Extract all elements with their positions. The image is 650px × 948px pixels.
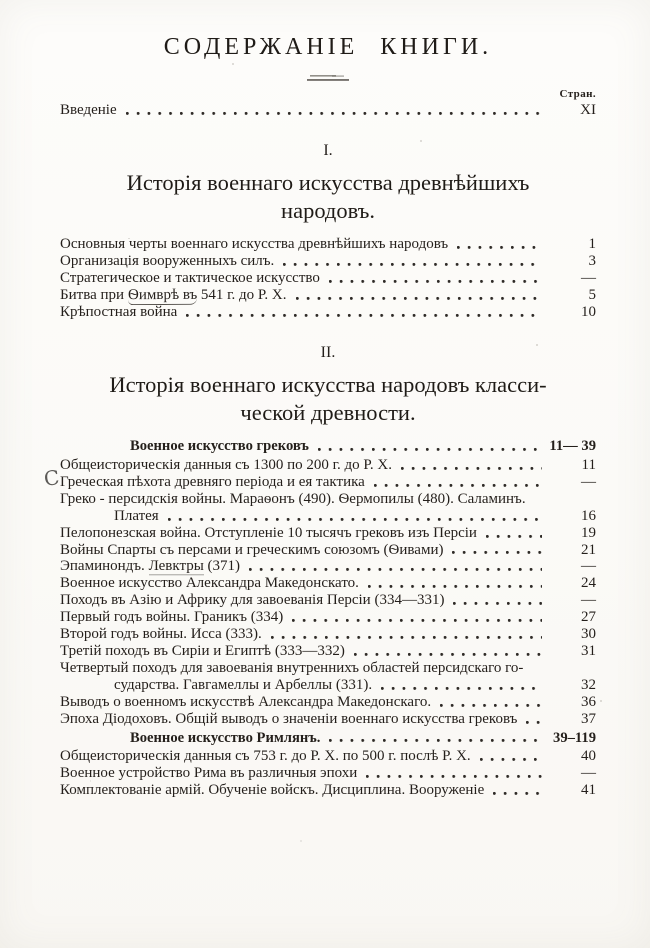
toc-entry bbox=[60, 575, 596, 592]
dot-leader bbox=[186, 312, 542, 319]
dot-leader bbox=[368, 583, 542, 590]
dot-leader bbox=[486, 533, 542, 540]
entry-page-number: 36 bbox=[581, 693, 596, 710]
toc-entry bbox=[60, 508, 596, 525]
entry-text bbox=[60, 592, 444, 609]
entry-text bbox=[60, 491, 596, 508]
entry-page-number: — bbox=[581, 765, 596, 782]
dot-leader bbox=[457, 244, 542, 251]
entry-text-part: Греко - персидскія войны. Мараѳонъ (490). Ѳермопилы (480). Саламинъ. bbox=[60, 490, 526, 507]
entry-page-number: 21 bbox=[581, 541, 596, 558]
section-heading-line: народовъ. bbox=[281, 197, 375, 223]
section-heading bbox=[60, 169, 596, 225]
intro-page-number: XI bbox=[580, 102, 596, 118]
toc-subheading bbox=[60, 438, 596, 455]
entry-text bbox=[114, 677, 372, 694]
pencil-underlined-text: Левктры bbox=[148, 558, 204, 575]
entry-text bbox=[130, 730, 320, 747]
toc-entry bbox=[60, 287, 596, 305]
entry-text bbox=[60, 525, 477, 542]
entry-page-number: 11 bbox=[581, 457, 596, 473]
entry-text bbox=[60, 287, 287, 305]
pencil-underlined-text: Ѳимврѣ въ bbox=[127, 286, 198, 303]
toc-entry bbox=[60, 660, 596, 677]
entry-text-part: Основныя черты военнаго искусства древнѣйшихъ народовъ bbox=[60, 235, 449, 252]
entry-page-number: 24 bbox=[581, 575, 596, 592]
toc-entry bbox=[60, 643, 596, 660]
entry-text-part: Четвертый походъ для завоеванія внутреннихъ областей персидскаго го- bbox=[60, 659, 524, 676]
entry-page-number: 41 bbox=[581, 782, 596, 799]
toc-entry bbox=[60, 542, 596, 559]
entry-text-part: Пелопонезская война. Отступленіе 10 тысячъ грековъ изъ Персіи bbox=[60, 524, 477, 541]
entry-text bbox=[60, 626, 262, 643]
toc-entry bbox=[60, 711, 596, 728]
toc-entry bbox=[60, 592, 596, 609]
dot-leader bbox=[249, 566, 542, 573]
entry-text bbox=[60, 765, 357, 782]
toc-subheading bbox=[60, 730, 596, 747]
scan-speck bbox=[232, 63, 234, 65]
entry-page-number: 27 bbox=[581, 609, 596, 626]
scan-speck bbox=[128, 238, 130, 239]
dot-leader bbox=[440, 702, 542, 709]
entry-text bbox=[60, 253, 274, 270]
entry-text-part: Стратегическое и тактическое искусство bbox=[60, 269, 320, 286]
entry-text-part: Третій походъ въ Сиріи и Египтѣ (333—332) bbox=[60, 642, 345, 659]
toc-entry bbox=[60, 491, 596, 508]
intro-label: Введеніе bbox=[60, 102, 117, 118]
entry-text bbox=[60, 660, 596, 677]
toc-entry bbox=[60, 748, 596, 765]
toc-entry bbox=[60, 304, 596, 321]
entry-text bbox=[60, 711, 517, 728]
dot-leader bbox=[480, 756, 542, 763]
entry-text-part: Общеисторическія данныя съ 1300 по 200 г. до Р. Х. bbox=[60, 457, 392, 473]
sections bbox=[42, 142, 596, 799]
entry-text bbox=[60, 748, 471, 765]
entry-page-number: 30 bbox=[581, 626, 596, 643]
entry-page-number: — bbox=[581, 473, 596, 490]
dot-leader bbox=[126, 110, 542, 117]
entry-text bbox=[60, 643, 345, 660]
toc-entry bbox=[60, 270, 596, 287]
entry-text-part: Первый годъ войны. Граникъ (334) bbox=[60, 609, 284, 626]
entry-page-number: 19 bbox=[581, 524, 596, 541]
toc-entry bbox=[60, 677, 596, 694]
entry-text bbox=[60, 457, 392, 474]
section-numeral: I. bbox=[323, 142, 333, 159]
scan-speck bbox=[420, 140, 422, 142]
intro-row bbox=[60, 102, 596, 119]
entry-text-part: Второй годъ войны. Исса (333). bbox=[60, 626, 262, 643]
section-heading-line: Исторія военнаго искусства народовъ класси- bbox=[109, 372, 547, 398]
entry-page-number: 40 bbox=[581, 748, 596, 765]
dot-leader bbox=[271, 634, 542, 641]
page-column-header: Стран. bbox=[559, 88, 596, 100]
toc-entry bbox=[60, 609, 596, 626]
entry-text-part: Военное искусство Римлянъ. bbox=[130, 729, 321, 746]
dot-leader bbox=[329, 737, 542, 744]
dot-leader bbox=[283, 261, 542, 268]
dot-leader bbox=[329, 278, 542, 285]
entry-text bbox=[60, 270, 320, 287]
entry-text bbox=[60, 558, 240, 575]
section-heading-line: Исторія военнаго искусства древнѣйшихъ bbox=[126, 170, 530, 195]
entry-text bbox=[60, 542, 443, 559]
dot-leader bbox=[292, 617, 542, 624]
dot-leader bbox=[354, 651, 542, 658]
dot-leader bbox=[374, 482, 542, 489]
entry-text bbox=[60, 236, 448, 253]
entry-text-part: Военное устройство Рима въ различныя эпохи bbox=[60, 765, 358, 782]
toc-section bbox=[42, 344, 596, 799]
dot-leader bbox=[453, 600, 542, 607]
entry-text bbox=[60, 694, 431, 711]
entry-page-number: 10 bbox=[581, 304, 596, 321]
dot-leader bbox=[366, 773, 542, 780]
toc-entry bbox=[60, 626, 596, 643]
entry-text-part: Военное искусство грековъ bbox=[130, 438, 309, 455]
scan-speck bbox=[90, 780, 91, 782]
toc-entry bbox=[60, 782, 596, 799]
entry-text-part: Организація вооруженныхъ силъ. bbox=[60, 252, 275, 269]
entry-text-part: Эпоха Діодоховъ. Общій выводъ о значеніи военнаго искусства грековъ bbox=[60, 710, 518, 727]
toc-entry bbox=[60, 236, 596, 253]
entry-list bbox=[42, 438, 596, 799]
toc-entry bbox=[60, 253, 596, 270]
entry-text-part: Выводъ о военномъ искусствѣ Александра Македонскаго. bbox=[60, 693, 432, 710]
scan-speck bbox=[536, 344, 538, 346]
entry-text bbox=[60, 304, 177, 321]
toc-entry bbox=[60, 525, 596, 542]
toc-section bbox=[60, 142, 596, 321]
section-heading-line: ческой древности. bbox=[240, 400, 416, 426]
entry-text-part: Походъ въ Азію и Африку для завоеванія Персіи (334—331) bbox=[60, 592, 445, 609]
entry-page-number: 16 bbox=[581, 507, 596, 524]
dot-leader bbox=[401, 465, 542, 472]
entry-page-number: — bbox=[581, 558, 596, 575]
entry-page-number: 37 bbox=[581, 710, 596, 727]
entry-text-part: Общеисторическія данныя съ 753 г. до Р. Х. по 500 г. послѣ Р. Х. bbox=[60, 748, 471, 765]
pencil-c-mark: С bbox=[42, 465, 61, 491]
entry-text-part: Греческая пѣхота древняго періода и ея тактика bbox=[60, 473, 365, 490]
toc-entry bbox=[60, 765, 596, 782]
dot-leader bbox=[493, 790, 542, 797]
dot-leader bbox=[168, 516, 542, 523]
dot-leader bbox=[296, 295, 543, 302]
entry-text bbox=[114, 508, 159, 525]
entry-text bbox=[60, 782, 484, 799]
section-numeral: II. bbox=[320, 344, 336, 362]
entry-text-part: сударства. Гавгамеллы и Арбеллы (331). bbox=[114, 676, 373, 693]
toc-entry bbox=[60, 457, 596, 474]
flourish-divider-icon bbox=[60, 74, 596, 83]
entry-text-part: (371) bbox=[203, 558, 241, 575]
entry-text-part: Войны Спарты съ персами и греческимъ союзомъ (Ѳивами) bbox=[60, 541, 444, 558]
scan-speck bbox=[300, 840, 302, 842]
entry-page-number: 32 bbox=[581, 676, 596, 693]
toc-entry bbox=[60, 694, 596, 711]
entry-text bbox=[60, 609, 283, 626]
scan-speck bbox=[600, 700, 602, 702]
dot-leader bbox=[452, 549, 542, 556]
entry-page-number: 3 bbox=[588, 252, 596, 269]
entry-page-number: 5 bbox=[588, 286, 596, 303]
entry-list bbox=[60, 236, 596, 322]
entry-text-part: 541 г. до Р. Х. bbox=[197, 286, 287, 303]
dot-leader bbox=[381, 685, 542, 692]
entry-text bbox=[130, 438, 309, 455]
entry-page-number: 1 bbox=[588, 235, 596, 252]
entry-page-number: 11— 39 bbox=[549, 438, 596, 455]
entry-text-part: Военное искусство Александра Македонскато. bbox=[60, 575, 359, 592]
entry-page-number: — bbox=[581, 269, 596, 286]
toc-entry bbox=[60, 558, 596, 575]
entry-text bbox=[60, 575, 359, 592]
page-title: СОДЕРЖАНІЕ КНИГИ. bbox=[163, 34, 493, 60]
entry-text-part: Крѣпостная война bbox=[60, 304, 178, 321]
entry-page-number: — bbox=[581, 592, 596, 609]
entry-text-part: Комплектованіе армій. Обученіе войскъ. Дисциплина. Вооруженіе bbox=[60, 782, 485, 799]
entry-text-part: Эпаминондъ. bbox=[60, 558, 149, 575]
dot-leader bbox=[526, 719, 542, 726]
entry-page-number: 31 bbox=[581, 642, 596, 659]
section-heading bbox=[60, 371, 596, 427]
entry-text bbox=[60, 474, 365, 491]
dot-leader bbox=[318, 446, 539, 453]
entry-text-part: Битва при bbox=[60, 286, 128, 303]
entry-text-part: Платея bbox=[114, 507, 159, 524]
entry-page-number: 39–119 bbox=[553, 729, 596, 746]
